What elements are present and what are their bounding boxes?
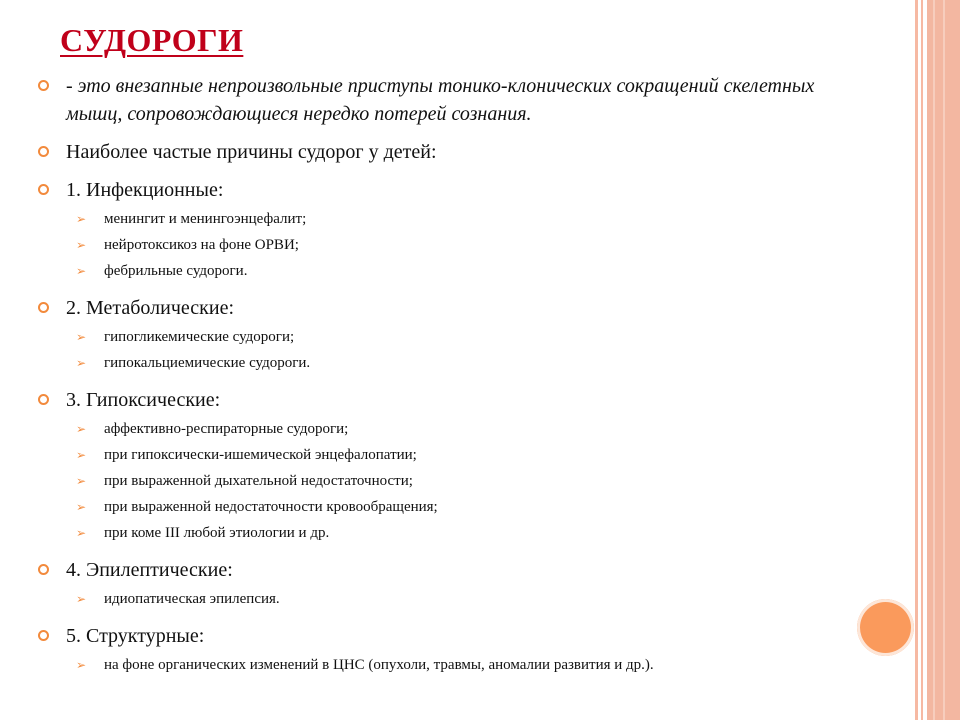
slide-content (38, 70, 858, 678)
cause-subitem-text: фебрильные судороги. (104, 263, 248, 279)
stripe-highlight (943, 0, 945, 720)
circle-bullet-icon (38, 564, 49, 575)
cause-subitem-text: при выраженной дыхательной недостаточности; (104, 473, 413, 489)
cause-group (38, 556, 858, 584)
cause-groups (38, 176, 858, 678)
arrow-bullet-icon: ➢ (76, 422, 87, 436)
cause-subitem-text: при коме III любой этиологии и др. (104, 525, 330, 541)
cause-subitem (38, 416, 858, 442)
cause-subitem (38, 258, 858, 284)
cause-group-label: 1. Инфекционные: (66, 179, 224, 201)
cause-subitem-text: идиопатическая эпилепсия. (104, 591, 280, 607)
decorative-circle (857, 599, 914, 656)
cause-group-label: 5. Структурные: (66, 625, 205, 647)
arrow-bullet-icon: ➢ (76, 658, 87, 672)
cause-subitem (38, 324, 858, 350)
cause-subitem-text: гипогликемические судороги; (104, 329, 295, 345)
cause-subitem (38, 520, 858, 546)
cause-group (38, 386, 858, 414)
intro-text: Наиболее частые причины судорог у детей: (66, 141, 437, 163)
cause-sublist (38, 206, 858, 284)
circle-bullet-icon (38, 146, 49, 157)
cause-subitem (38, 652, 858, 678)
cause-subitem (38, 206, 858, 232)
arrow-bullet-icon: ➢ (76, 500, 87, 514)
cause-subitem (38, 232, 858, 258)
cause-subitem (38, 494, 858, 520)
intro-item (38, 138, 858, 166)
cause-subitem (38, 442, 858, 468)
cause-sublist (38, 586, 858, 612)
cause-sublist (38, 416, 858, 546)
cause-subitem-text: нейротоксикоз на фоне ОРВИ; (104, 237, 299, 253)
cause-group-label: 3. Гипоксические: (66, 389, 221, 411)
arrow-bullet-icon: ➢ (76, 448, 87, 462)
decorative-stripes (915, 0, 960, 720)
cause-subitem-text: аффективно-респираторные судороги; (104, 421, 349, 437)
circle-bullet-icon (38, 630, 49, 641)
cause-subitem (38, 468, 858, 494)
arrow-bullet-icon: ➢ (76, 474, 87, 488)
arrow-bullet-icon: ➢ (76, 212, 87, 226)
cause-subitem-text: при гипоксически-ишемической энцефалопатии; (104, 447, 417, 463)
arrow-bullet-icon: ➢ (76, 264, 87, 278)
slide-title: СУДОРОГИ (60, 22, 244, 58)
cause-subitem-text: менингит и менингоэнцефалит; (104, 211, 307, 227)
cause-sublist (38, 652, 858, 678)
cause-subitem (38, 586, 858, 612)
definition-item (38, 72, 858, 128)
stripe-line (915, 0, 918, 720)
arrow-bullet-icon: ➢ (76, 526, 87, 540)
cause-group-label: 2. Метаболические: (66, 297, 235, 319)
circle-bullet-icon (38, 80, 49, 91)
cause-group (38, 294, 858, 322)
circle-bullet-icon (38, 394, 49, 405)
cause-group (38, 176, 858, 204)
circle-bullet-icon (38, 184, 49, 195)
cause-subitem-text: гипокальциемические судороги. (104, 355, 311, 371)
circle-bullet-icon (38, 302, 49, 313)
arrow-bullet-icon: ➢ (76, 592, 87, 606)
cause-subitem-text: при выраженной недостаточности кровообращения; (104, 499, 438, 515)
definition-text: - это внезапные непроизвольные приступы тонико-клонических сокращений скелетных мышц, сопровождающиеся нередко потерей сознания. (66, 75, 815, 125)
cause-group-label: 4. Эпилептические: (66, 559, 233, 581)
cause-sublist (38, 324, 858, 376)
arrow-bullet-icon: ➢ (76, 238, 87, 252)
cause-group (38, 622, 858, 650)
stripe-line (921, 0, 923, 720)
cause-subitem (38, 350, 858, 376)
arrow-bullet-icon: ➢ (76, 356, 87, 370)
arrow-bullet-icon: ➢ (76, 330, 87, 344)
stripe-highlight (933, 0, 935, 720)
cause-subitem-text: на фоне органических изменений в ЦНС (опухоли, травмы, аномалии развития и др.). (104, 657, 654, 673)
